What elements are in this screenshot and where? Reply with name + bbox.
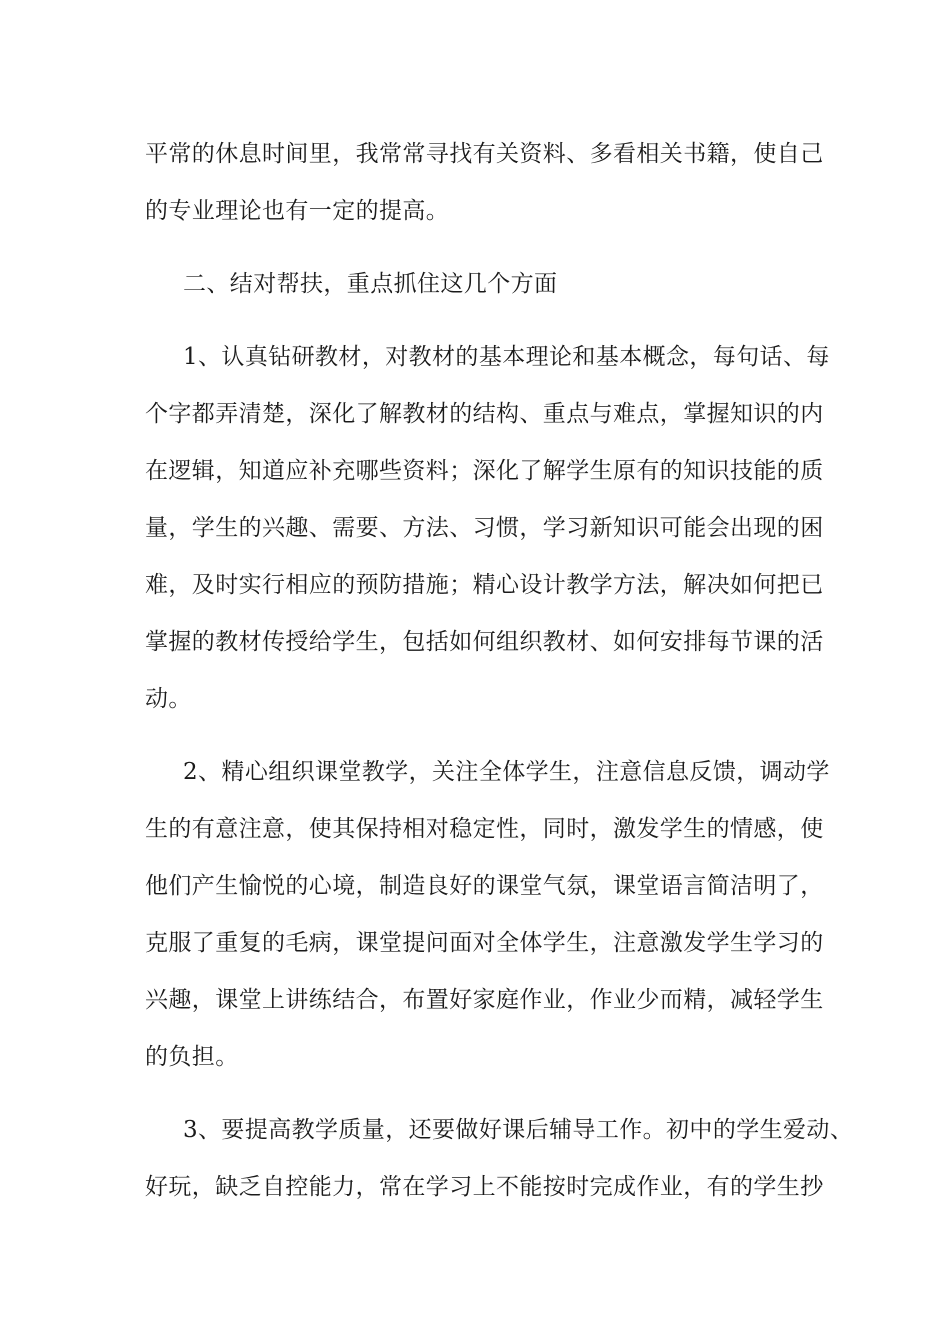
text-line: 兴趣，课堂上讲练结合，布置好家庭作业，作业少而精，减轻学生 bbox=[145, 987, 824, 1013]
text-line: 的负担。 bbox=[145, 1044, 239, 1070]
text-line: 个字都弄清楚，深化了解教材的结构、重点与难点，掌握知识的内 bbox=[145, 401, 824, 427]
text-line: 3、要提高教学质量，还要做好课后辅导工作。初中的学生爱动、 bbox=[183, 1117, 854, 1143]
text-line: 生的有意注意，使其保持相对稳定性，同时，激发学生的情感，使 bbox=[145, 816, 824, 842]
paragraph-item-2 bbox=[145, 744, 830, 1086]
text-line: 克服了重复的毛病，课堂提问面对全体学生，注意激发学生学习的 bbox=[145, 930, 824, 956]
text-line: 掌握的教材传授给学生，包括如何组织教材、如何安排每节课的活 bbox=[145, 629, 824, 655]
text-line: 2、精心组织课堂教学，关注全体学生，注意信息反馈，调动学 bbox=[183, 759, 830, 785]
text-line: 量，学生的兴趣、需要、方法、习惯，学习新知识可能会出现的困 bbox=[145, 515, 824, 541]
text-line: 1、认真钻研教材，对教材的基本理论和基本概念，每句话、每 bbox=[183, 344, 830, 370]
text-line: 在逻辑，知道应补充哪些资料；深化了解学生原有的知识技能的质 bbox=[145, 458, 824, 484]
text-line: 平常的休息时间里，我常常寻找有关资料、多看相关书籍，使自己 bbox=[145, 141, 824, 167]
paragraph-continuation bbox=[145, 126, 825, 240]
document-body bbox=[145, 126, 854, 1232]
text-line: 二、结对帮扶，重点抓住这几个方面 bbox=[183, 271, 558, 297]
paragraph-item-1 bbox=[145, 329, 830, 728]
section-heading bbox=[145, 256, 825, 313]
text-line: 难，及时实行相应的预防措施；精心设计教学方法，解决如何把已 bbox=[145, 572, 824, 598]
text-line: 好玩，缺乏自控能力，常在学习上不能按时完成作业，有的学生抄 bbox=[145, 1174, 824, 1200]
paragraph-item-3 bbox=[145, 1102, 854, 1216]
text-line: 他们产生愉悦的心境，制造良好的课堂气氛，课堂语言简洁明了， bbox=[145, 873, 824, 899]
text-line: 动。 bbox=[145, 686, 192, 712]
text-line: 的专业理论也有一定的提高。 bbox=[145, 198, 450, 224]
